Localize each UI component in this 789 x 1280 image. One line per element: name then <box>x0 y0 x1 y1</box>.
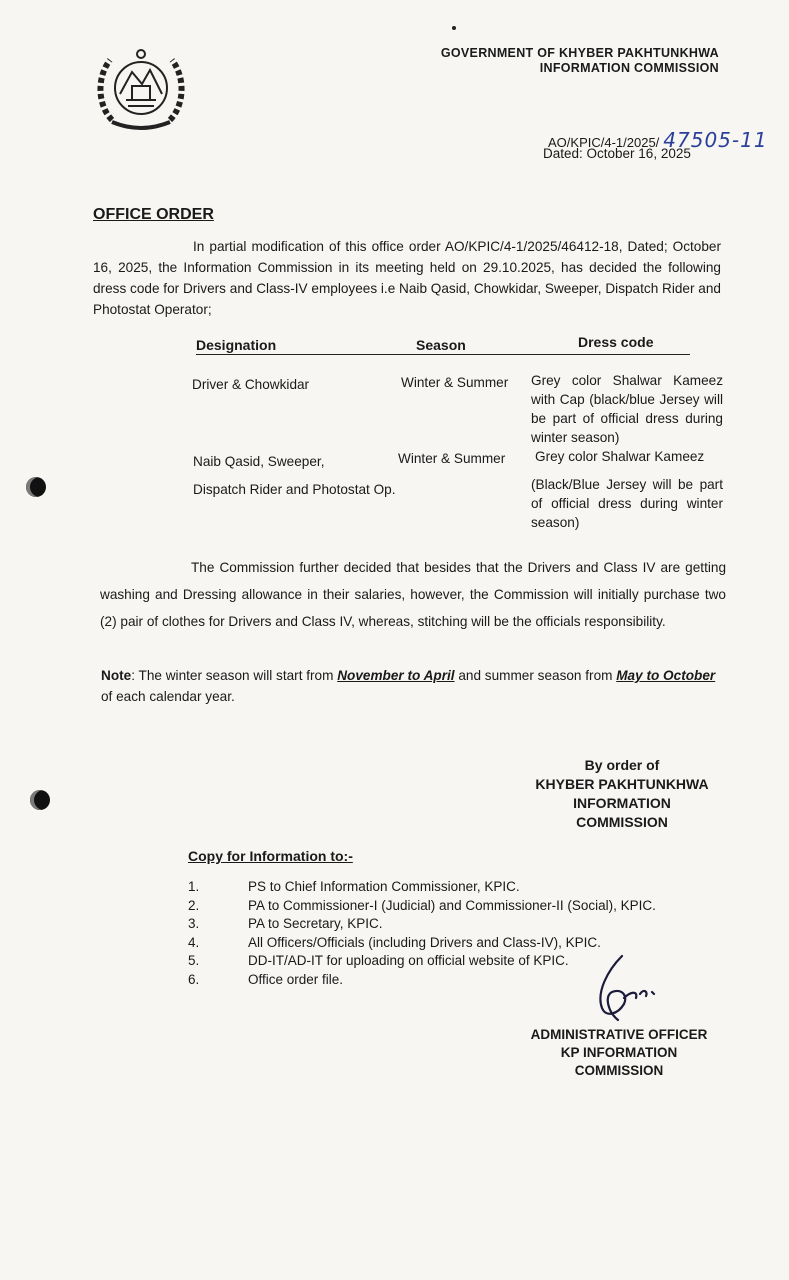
winter-period: November to April <box>337 668 455 683</box>
by-order-line1: By order of <box>584 757 660 773</box>
signatory-title: ADMINISTRATIVE OFFICER <box>530 1027 708 1042</box>
date-line: Dated: October 16, 2025 <box>543 146 691 161</box>
row2-dress-line2: (Black/Blue Jersey will be part of official dress during winter season) <box>531 477 723 530</box>
copy-item <box>188 915 656 934</box>
row2-season: Winter & Summer <box>398 451 506 466</box>
ink-dot <box>452 26 456 30</box>
header-dress-code: Dress code <box>578 334 654 350</box>
copy-item-text: PA to Secretary, KPIC. <box>248 916 383 931</box>
decision-paragraph: The Commission further decided that besides that the Drivers and Class IV are getting washing and Dressing allowance in their salaries, however, the Commission will initially purchase two (2) pair of clothes for Drivers and Class IV, whereas, stitching will be the officials responsibility. <box>100 560 726 629</box>
copy-item <box>188 934 656 953</box>
signatory-office: KP INFORMATION COMMISSION <box>560 1045 678 1078</box>
copy-title: Copy for Information to:- <box>188 848 353 864</box>
reference-prefix: AO/KPIC/4-1/2025/ <box>548 135 660 150</box>
row1-dress-code: Grey color Shalwar Kameez with Cap (black/blue Jersey will be part of official dress during winter season) <box>531 373 723 445</box>
handwritten-reference: 47505-11 <box>663 128 768 152</box>
copy-item-text: PA to Commissioner-I (Judicial) and Commissioner-II (Social), KPIC. <box>248 897 656 913</box>
signatory-block <box>517 1026 721 1080</box>
copy-item-text: PS to Chief Information Commissioner, KPIC. <box>248 879 520 894</box>
row1-designation: Driver & Chowkidar <box>192 377 310 392</box>
row2-dress-line1: Grey color Shalwar Kameez <box>535 449 705 464</box>
handwritten-signature-icon <box>578 952 668 1024</box>
by-order-line3: INFORMATION COMMISSION <box>573 795 671 830</box>
header-designation: Designation <box>196 337 277 353</box>
copy-item-text: DD-IT/AD-IT for uploading on official website of KPIC. <box>248 953 569 968</box>
punch-hole-lower <box>30 790 50 810</box>
row2-designation-line1: Naib Qasid, Sweeper, <box>193 454 325 469</box>
note-label: Note <box>101 668 132 683</box>
copy-item-number: 6. <box>188 971 200 987</box>
note-text-3: of each calendar year. <box>101 689 235 704</box>
copy-item <box>188 878 656 897</box>
copy-item-number: 4. <box>188 934 200 950</box>
copy-item-number: 3. <box>188 916 200 931</box>
row2-designation-line2: Dispatch Rider and Photostat Op. <box>193 482 396 497</box>
header-season: Season <box>416 337 466 353</box>
office-order-title: OFFICE ORDER <box>93 206 214 223</box>
by-order-block <box>530 756 714 832</box>
by-order-line2: KHYBER PAKHTUNKHWA <box>535 776 709 792</box>
note-text-2: and summer season from <box>454 668 617 683</box>
copy-item-text: Office order file. <box>248 971 344 987</box>
letterhead <box>441 46 719 76</box>
copy-item-number: 2. <box>188 897 200 913</box>
copy-item <box>188 897 656 916</box>
kp-government-seal-icon <box>92 42 190 134</box>
season-note <box>101 665 729 707</box>
letterhead-commission: INFORMATION COMMISSION <box>539 61 719 75</box>
summer-period: May to October <box>616 668 716 683</box>
table-header-rule <box>196 354 690 355</box>
note-text-1: : The winter season will start from <box>131 668 338 683</box>
punch-hole-upper <box>26 477 46 497</box>
row1-season: Winter & Summer <box>401 375 509 390</box>
copy-item-number: 5. <box>188 953 200 968</box>
copy-item-number: 1. <box>188 879 200 894</box>
copy-item-text: All Officers/Officials (including Drivers and Class-IV), KPIC. <box>248 934 601 950</box>
intro-paragraph: In partial modification of this office order AO/KPIC/4-1/2025/46412-18, Dated; October 16, 2025, the Information Commission in its meeting held on 29.10.2025, has decided the following dress code for Drivers and Class-IV employees i.e Naib Qasid, Chowkidar, Sweeper, Dispatch Rider and Photostat Operator; <box>93 239 721 317</box>
letterhead-government: GOVERNMENT OF KHYBER PAKHTUNKHWA <box>440 46 719 60</box>
